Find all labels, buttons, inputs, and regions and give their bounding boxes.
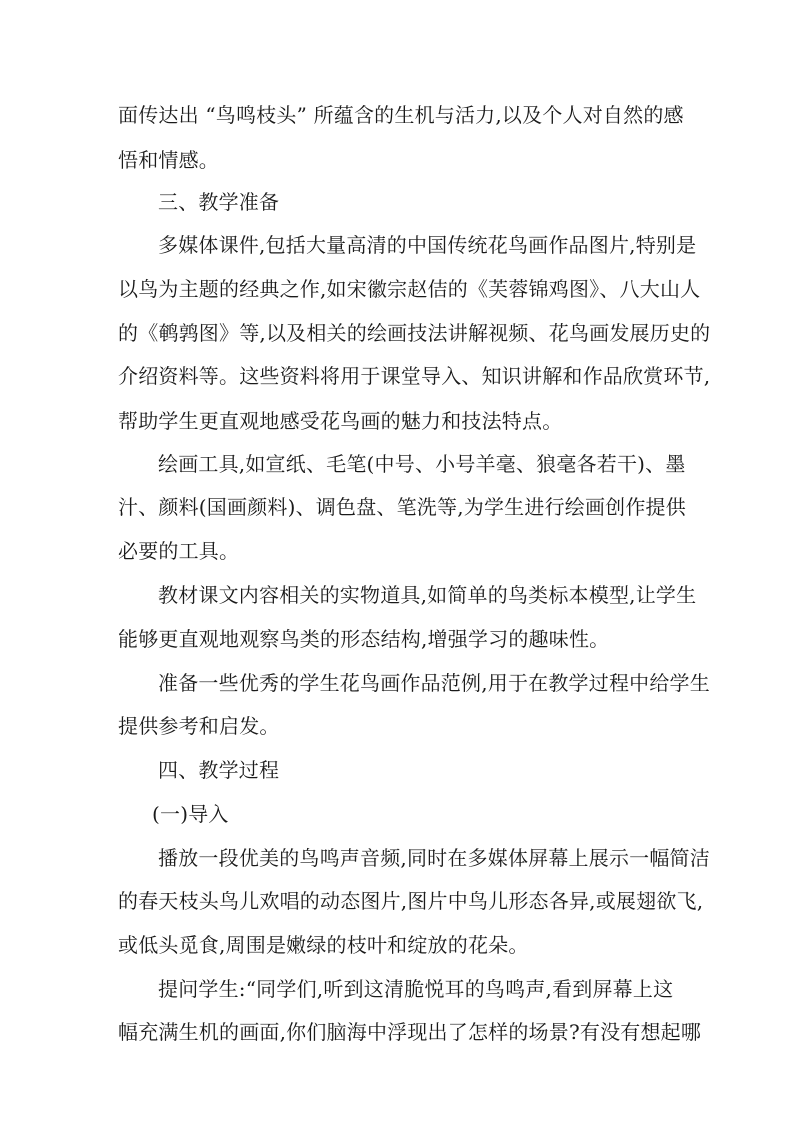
text-line: 准备一些优秀的学生花鸟画作品范例,用于在教学过程中给学生 [158, 671, 710, 695]
text-line: 提问学生:“同学们,听到这清脆悦耳的鸟鸣声,看到屏幕上这 [158, 977, 674, 1001]
text-line: 幅充满生机的画面,你们脑海中浮现出了怎样的场景?有没有想起哪 [118, 1020, 702, 1044]
text-line: 悟和情感。 [118, 148, 219, 172]
text-line: 必要的工具。 [118, 539, 240, 563]
text-line: 帮助学生更直观地感受花鸟画的魅力和技法特点。 [118, 409, 563, 433]
text-line: 多媒体课件,包括大量高清的中国传统花鸟画作品图片,特别是 [158, 233, 697, 257]
text-line: 以鸟为主题的经典之作,如宋徽宗赵佶的《芙蓉锦鸡图》、八大山人 [118, 277, 701, 301]
text-line: 面传达出 “鸟鸣枝头” 所蕴含的生机与活力,以及个人对自然的感 [118, 103, 684, 127]
text-line: 的《鹌鹑图》等,以及相关的绘画技法讲解视频、花鸟画发展历史的 [118, 321, 711, 345]
text-line: 绘画工具,如宣纸、毛笔(中号、小号羊毫、狼毫各若干)、墨 [158, 452, 686, 476]
text-line: 能够更直观地观察鸟类的形态结构,增强学习的趣味性。 [118, 627, 610, 651]
text-line: 介绍资料等。这些资料将用于课堂导入、知识讲解和作品欣赏环节, [118, 364, 711, 388]
subsection-heading: (一)导入 [152, 802, 229, 826]
section-heading: 三、教学准备 [158, 190, 280, 214]
text-line: 提供参考和启发。 [118, 714, 280, 738]
text-line: 或低头觅食,周围是嫩绿的枝叶和绽放的花朵。 [118, 933, 529, 957]
text-line: 的春天枝头鸟儿欢唱的动态图片,图片中鸟儿形态各异,或展翅欲飞, [118, 889, 704, 913]
section-heading: 四、教学过程 [158, 758, 280, 782]
text-line: 教材课文内容相关的实物道具,如简单的鸟类标本模型,让学生 [158, 583, 697, 607]
text-line: 汁、颜料(国画颜料)、调色盘、笔洗等,为学生进行绘画创作提供 [118, 495, 686, 519]
text-line: 播放一段优美的鸟鸣声音频,同时在多媒体屏幕上展示一幅简洁 [158, 846, 710, 870]
